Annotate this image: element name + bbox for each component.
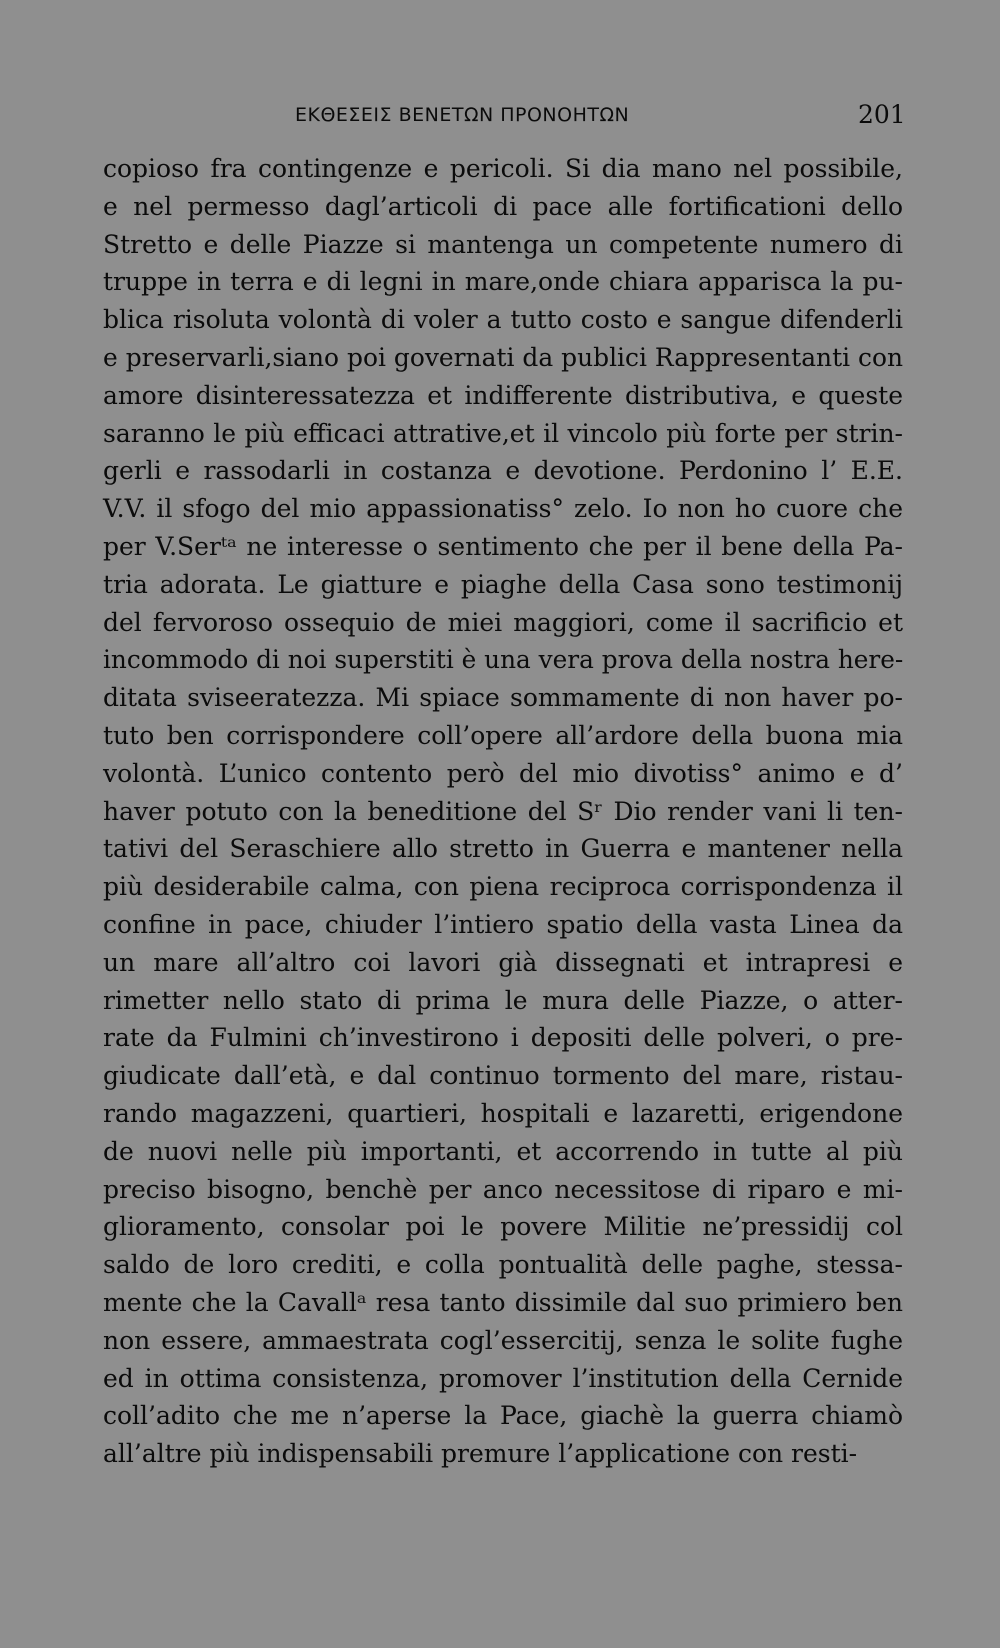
text-line: saldo de loro crediti, e colla pontualità delle paghe, stessa- (103, 1250, 903, 1280)
text-line: rimetter nello stato di prima le mura delle Piazze, o atter- (103, 985, 903, 1015)
text-line: mente che la Cavallᵃ resa tanto dissimile dal suo primiero ben (103, 1287, 903, 1317)
text-line: tria adorata. Le giatture e piaghe della Casa sono testimonij (103, 569, 903, 599)
text-line: blica risoluta volontà di voler a tutto costo e sangue difenderli (103, 305, 903, 335)
text-line: incommodo di noi superstiti è una vera prova della nostra here- (103, 645, 904, 675)
running-title: ΕΚΘΕΣΕΙΣ ΒΕΝΕΤΩΝ ΠΡΟΝΟΗΤΩΝ (295, 104, 630, 126)
text-line: haver potuto con la beneditione del Sʳ Dio render vani li ten- (103, 796, 903, 826)
text-line: saranno le più efficaci attrative,et il vincolo più forte per strin- (103, 418, 903, 448)
text-line: de nuovi nelle più importanti, et accorrendo in tutte al più (103, 1136, 903, 1166)
text-line: all’altre più indispensabili premure l’applicatione con resti- (103, 1439, 858, 1469)
text-line: preciso bisogno, benchè per anco necessitose di riparo e mi- (103, 1174, 903, 1204)
text-line: copioso fra contingenze e pericoli. Si dia mano nel possibile, (103, 154, 903, 183)
text-line: volontà. L’unico contento però del mio divotiss° animo e d’ (103, 758, 903, 788)
text-line: V.V. il sfogo del mio appassionatiss° zelo. Io non ho cuore che (103, 494, 903, 524)
text-line: rando magazzeni, quartieri, hospitali e lazaretti, erigendone (103, 1098, 903, 1128)
page-header (0, 100, 1000, 130)
text-line: non essere, ammaestrata cogl’essercitij, senza le solite fughe (103, 1325, 903, 1355)
text-line: un mare all’altro coi lavori già dissegnati et intrapresi e (103, 947, 903, 977)
body-text (103, 150, 903, 1473)
text-line: tuto ben corrispondere coll’opere all’ardore della buona mia (103, 720, 903, 750)
text-line: truppe in terra e di legni in mare,onde chiara apparisca la pu- (103, 267, 903, 297)
text-line: e preservarli,siano poi governati da publici Rappresentanti con (103, 342, 904, 372)
text-line: Stretto e delle Piazze si mantenga un competente numero di (103, 229, 903, 259)
text-line: giudicate dall’età, e dal continuo tormento del mare, ristau- (103, 1061, 903, 1091)
text-line: per V.Serᵗᵃ ne interesse o sentimento che per il bene della Pa- (103, 531, 903, 561)
text-line: amore disinteressatezza et indifferente distributiva, e queste (103, 380, 903, 410)
text-line: ditata sviseeratezza. Mi spiace sommamente di non haver po- (103, 683, 903, 713)
text-line: glioramento, consolar poi le povere Militie ne’pressidij col (103, 1212, 903, 1242)
text-line: del fervoroso ossequio de miei maggiori, come il sacrificio et (103, 607, 903, 637)
text-line: e nel permesso dagl’articoli di pace alle fortificationi dello (103, 191, 903, 221)
text-line: gerli e rassodarli in costanza e devotione. Perdonino l’ E.E. (103, 456, 903, 486)
text-line: più desiderabile calma, con piena reciproca corrispondenza il (103, 872, 903, 902)
text-line: rate da Fulmini ch’investirono i depositi delle polveri, o pre- (103, 1023, 903, 1053)
text-line: confine in pace, chiuder l’intiero spatio della vasta Linea da (103, 909, 903, 939)
text-line: tativi del Seraschiere allo stretto in Guerra e mantener nella (103, 834, 903, 864)
text-line: coll’adito che me n’aperse la Pace, giachè la guerra chiamò (103, 1401, 903, 1431)
text-line: ed in ottima consistenza, promover l’institution della Cernide (103, 1363, 903, 1393)
page-number: 201 (858, 100, 906, 129)
